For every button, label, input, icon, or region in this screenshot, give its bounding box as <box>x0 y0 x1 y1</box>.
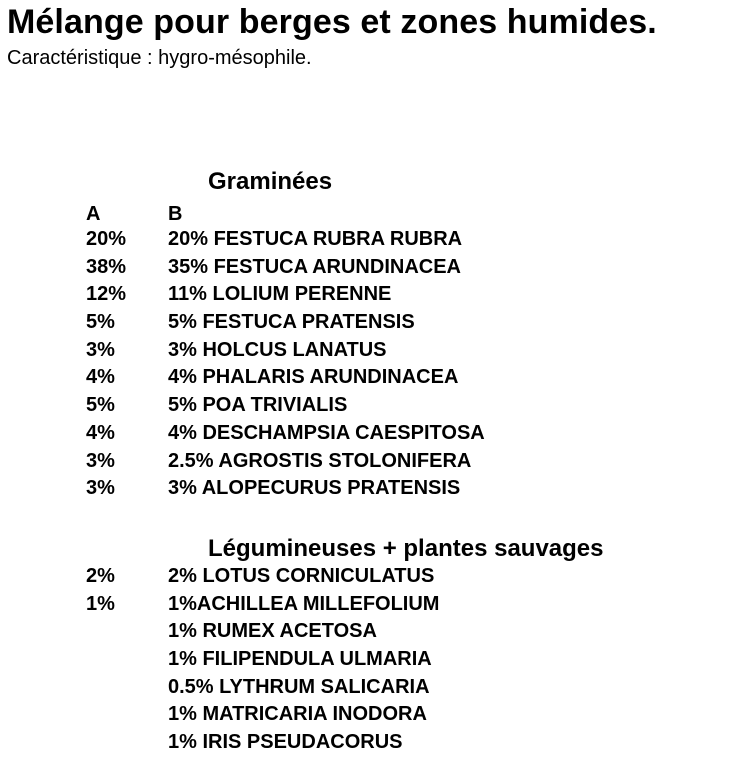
percentage-a: 4% <box>86 421 115 444</box>
percentage-a: 5% <box>86 311 115 334</box>
species-b: 1% FILIPENDULA ULMARIA <box>168 648 432 671</box>
species-b: 4% PHALARIS ARUNDINACEA <box>168 366 459 389</box>
species-b: 0.5% LYTHRUM SALICARIA <box>168 675 430 698</box>
species-b: 20% FESTUCA RUBRA RUBRA <box>168 228 463 250</box>
species-b: 11% LOLIUM PERENNE <box>168 283 392 306</box>
species-b: 1% RUMEX ACETOSA <box>168 620 377 643</box>
percentage-a: 20% <box>86 228 127 250</box>
page-subtitle: Caractéristique : hygro-mésophile. <box>7 47 312 69</box>
percentage-a: 4% <box>86 366 115 389</box>
species-b: 2.5% AGROSTIS STOLONIFERA <box>168 449 472 472</box>
species-b: 5% FESTUCA PRATENSIS <box>168 311 415 334</box>
species-b: 35% FESTUCA ARUNDINACEA <box>168 255 461 278</box>
species-b: 1%ACHILLEA MILLEFOLIUM <box>168 592 440 615</box>
page-title: Mélange pour berges et zones humides. <box>7 3 657 41</box>
percentage-a: 2% <box>86 565 115 587</box>
percentage-a: 12% <box>86 283 127 306</box>
percentage-a: 38% <box>86 255 127 278</box>
species-b: 2% LOTUS CORNICULATUS <box>168 565 435 587</box>
percentage-a: 5% <box>86 394 115 417</box>
species-b: 1% MATRICARIA INODORA <box>168 703 427 726</box>
species-b: 3% HOLCUS LANATUS <box>168 338 387 361</box>
percentage-a: 1% <box>86 592 115 615</box>
species-b: 5% POA TRIVIALIS <box>168 394 348 417</box>
percentage-a: 3% <box>86 338 115 361</box>
species-b: 4% DESCHAMPSIA CAESPITOSA <box>168 421 485 444</box>
section-heading-legumineuses: Légumineuses + plantes sauvages <box>208 535 604 562</box>
percentage-a: 3% <box>86 449 115 472</box>
species-b: 1% IRIS PSEUDACORUS <box>168 731 403 754</box>
percentage-a: 3% <box>86 477 115 500</box>
section-heading-graminees: Graminées <box>208 168 333 195</box>
species-b: 3% ALOPECURUS PRATENSIS <box>168 477 461 500</box>
column-header-a: A <box>86 203 101 225</box>
column-header-b: B <box>168 203 183 225</box>
